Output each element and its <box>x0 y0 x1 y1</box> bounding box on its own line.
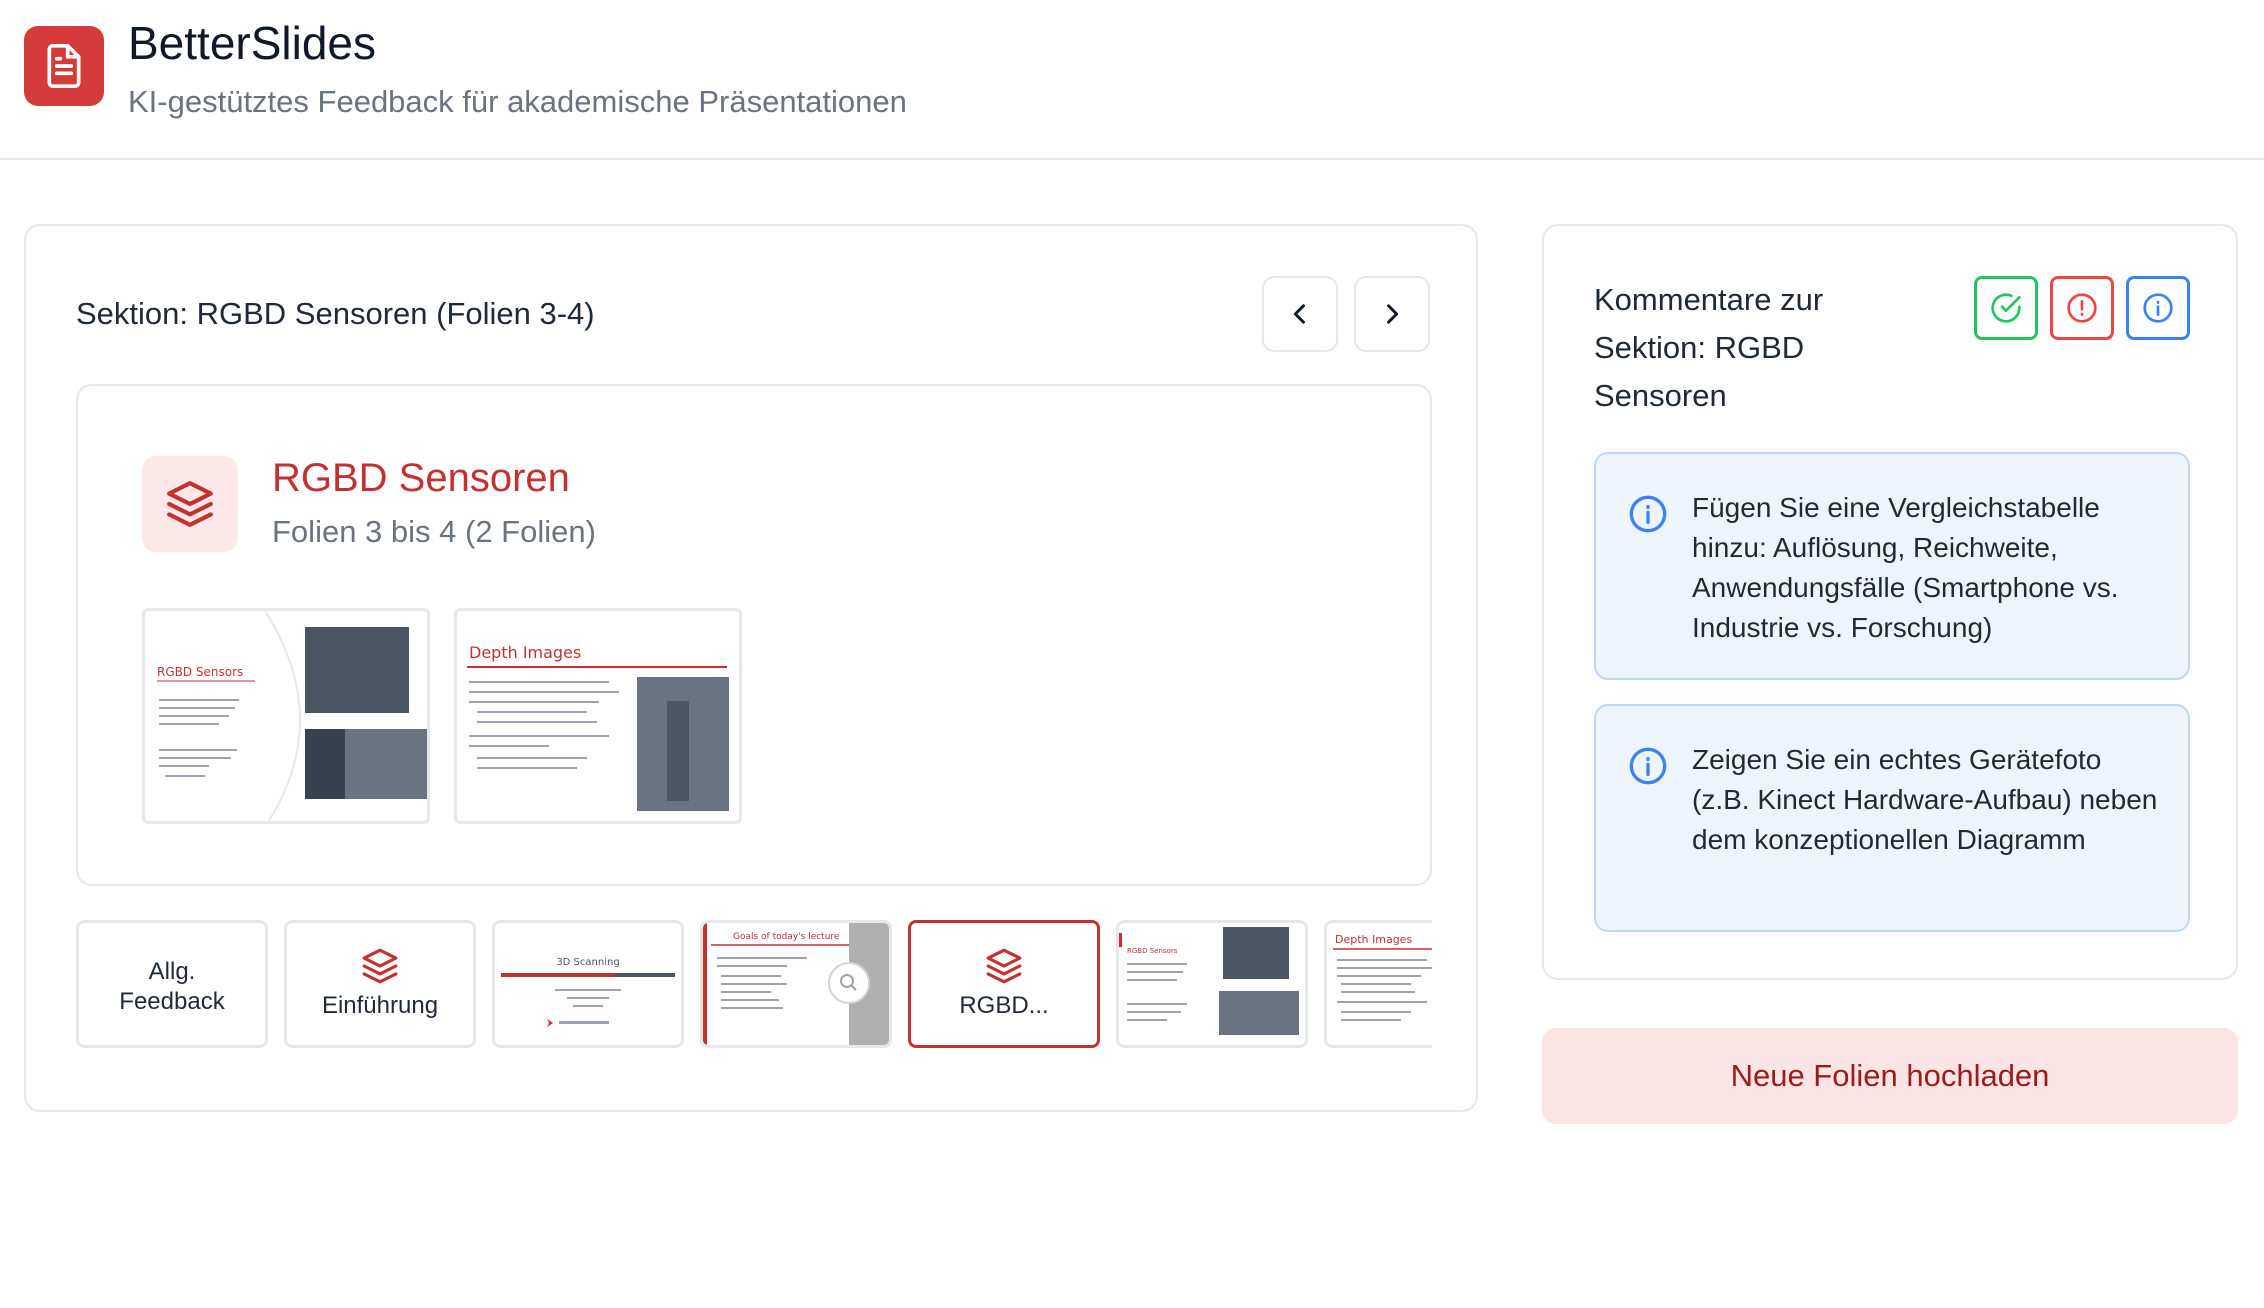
info-circle-icon <box>2142 292 2174 324</box>
info-circle-icon <box>1628 494 1668 534</box>
layers-icon <box>985 947 1023 985</box>
strip-slide-title: Depth Images <box>1335 933 1413 946</box>
slide-preview-rgbd-sensors <box>145 611 430 824</box>
alert-circle-icon <box>2066 292 2098 324</box>
slide-title: Depth Images <box>469 643 582 662</box>
previous-section-button[interactable] <box>1262 276 1338 352</box>
document-icon <box>24 26 104 106</box>
strip-item-introduction[interactable] <box>284 920 476 1048</box>
strip-item-label: Allg. Feedback <box>119 958 225 1015</box>
strip-item-rgbd-section[interactable] <box>908 920 1100 1048</box>
check-circle-icon <box>1990 292 2022 324</box>
strip-item-slide[interactable] <box>700 920 892 1048</box>
strip-slide-title: Goals of today's lecture <box>733 932 840 942</box>
slide-thumbnail[interactable] <box>142 608 430 824</box>
layers-icon <box>361 947 399 985</box>
comments-title: Kommentare zur Sektion: RGBD Sensoren <box>1594 282 1824 413</box>
comment-card <box>1594 452 2190 680</box>
comment-card <box>1594 704 2190 932</box>
filter-positive-button[interactable] <box>1974 276 2038 340</box>
slide-preview <box>1327 923 1432 1045</box>
app-header <box>0 0 2264 160</box>
comment-text: Zeigen Sie ein echtes Gerätefoto (z.B. Kinect Hardware-Aufbau) neben dem konzeptionellen Diagramm <box>1692 744 2158 855</box>
strip-item-slide[interactable] <box>492 920 684 1048</box>
filter-warning-button[interactable] <box>2050 276 2114 340</box>
filter-info-button[interactable] <box>2126 276 2190 340</box>
section-range: Folien 3 bis 4 (2 Folien) <box>272 514 596 549</box>
app-subtitle: KI-gestütztes Feedback für akademische Präsentationen <box>128 84 907 119</box>
chevron-right-icon <box>1378 300 1406 328</box>
slide-preview <box>495 923 681 1045</box>
comments-panel <box>1542 224 2238 980</box>
slide-preview <box>1119 923 1305 1045</box>
strip-slide-title: 3D Scanning <box>556 957 620 968</box>
app-title: BetterSlides <box>128 17 377 69</box>
slide-title: RGBD Sensors <box>157 665 244 679</box>
section-name: RGBD Sensoren <box>272 456 570 500</box>
slide-thumbnail[interactable] <box>454 608 742 824</box>
chevron-left-icon <box>1286 300 1314 328</box>
info-circle-icon <box>1628 746 1668 786</box>
layers-icon <box>142 456 238 552</box>
strip-item-general-feedback[interactable] <box>76 920 268 1048</box>
strip-slide-title: RGBD Sensors <box>1127 947 1178 955</box>
slide-preview <box>703 923 889 1045</box>
section-card <box>76 384 1432 886</box>
strip-item-slide[interactable] <box>1116 920 1308 1048</box>
next-section-button[interactable] <box>1354 276 1430 352</box>
slide-viewer-panel <box>24 224 1478 1112</box>
strip-item-label: RGBD... <box>959 992 1049 1019</box>
section-heading: Sektion: RGBD Sensoren (Folien 3-4) <box>76 296 595 331</box>
strip-item-slide[interactable] <box>1324 920 1432 1048</box>
comment-text: Fügen Sie eine Vergleichstabelle hinzu: Auflösung, Reichweite, Anwendungsfälle (Smartphone vs. Industrie vs. Forschung) <box>1692 492 2119 643</box>
slide-filmstrip <box>76 920 1432 1048</box>
upload-new-slides-button[interactable]: Neue Folien hochladen <box>1542 1028 2238 1124</box>
strip-item-label: Einführung <box>321 992 439 1019</box>
